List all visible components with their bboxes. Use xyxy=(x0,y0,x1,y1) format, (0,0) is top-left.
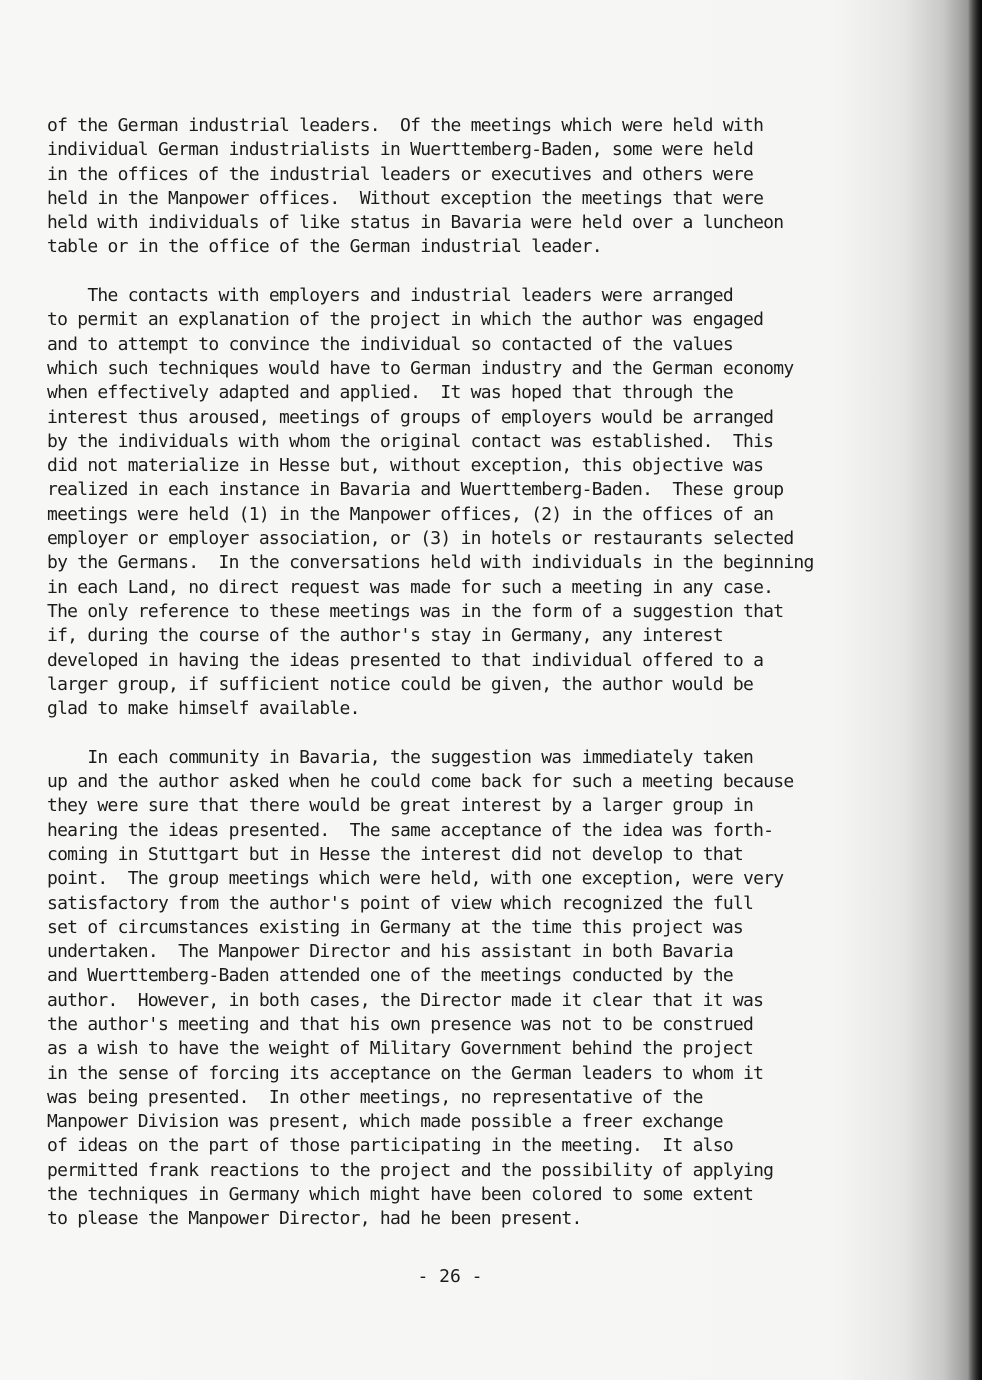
text-line: employer or employer association, or (3) in hotels or restaurants selected xyxy=(47,528,794,550)
text-line: The contacts with employers and industrial leaders were arranged xyxy=(47,285,733,307)
text-line: was being presented. In other meetings, no representative of the xyxy=(47,1086,703,1108)
text-line: Manpower Division was present, which made possible a freer exchange xyxy=(47,1111,723,1133)
text-line: of the German industrial leaders. Of the meetings which were held with xyxy=(47,115,764,136)
text-line: did not materialize in Hesse but, without exception, this objective was xyxy=(47,455,764,477)
text-line: meetings were held (1) in the Manpower offices, (2) in the offices of an xyxy=(47,503,774,525)
text-line: and to attempt to convince the individual so contacted of the values xyxy=(47,333,733,355)
text-line: The only reference to these meetings was in the form of a suggestion that xyxy=(47,600,784,622)
text-line: to please the Manpower Director, had he been present. xyxy=(47,1208,582,1230)
text-line: undertaken. The Manpower Director and his assistant in both Bavaria xyxy=(47,941,733,963)
text-line: set of circumstances existing in Germany at the time this project was xyxy=(47,916,743,938)
text-line: up and the author asked when he could come back for such a meeting because xyxy=(47,771,794,793)
text-line: in the sense of forcing its acceptance on the German leaders to whom it xyxy=(47,1062,764,1084)
text-line: interest thus aroused, meetings of groups of employers would be arranged xyxy=(47,406,774,428)
text-line: hearing the ideas presented. The same acceptance of the idea was forth- xyxy=(47,819,774,841)
text-line: point. The group meetings which were held, with one exception, were very xyxy=(47,868,784,890)
paragraph-1 xyxy=(47,114,967,260)
text-line: developed in having the ideas presented to that individual offered to a xyxy=(47,649,764,671)
text-line: the author's meeting and that his own presence was not to be construed xyxy=(47,1013,754,1035)
body-text xyxy=(47,114,967,1232)
text-line: realized in each instance in Bavaria and Wuerttemberg-Baden. These group xyxy=(47,479,784,501)
text-line: by the Germans. In the conversations held with individuals in the beginning xyxy=(47,552,814,574)
text-line: and Wuerttemberg-Baden attended one of the meetings conducted by the xyxy=(47,965,733,987)
text-line: individual German industrialists in Wuerttemberg-Baden, some were held xyxy=(47,139,754,161)
text-line: when effectively adapted and applied. It was hoped that through the xyxy=(47,382,733,404)
text-line: satisfactory from the author's point of view which recognized the full xyxy=(47,892,754,914)
text-line: by the individuals with whom the original contact was established. This xyxy=(47,430,774,452)
paragraph-3 xyxy=(47,746,967,1232)
paragraph-2 xyxy=(47,284,967,721)
text-line: to permit an explanation of the project in which the author was engaged xyxy=(47,309,764,331)
text-line: as a wish to have the weight of Military Government behind the project xyxy=(47,1038,754,1060)
text-line: In each community in Bavaria, the suggestion was immediately taken xyxy=(47,746,754,768)
text-line: in the offices of the industrial leaders or executives and others were xyxy=(47,163,754,185)
text-line: of ideas on the part of those participating in the meeting. It also xyxy=(47,1135,733,1157)
text-line: larger group, if sufficient notice could be given, the author would be xyxy=(47,673,754,695)
text-line: in each Land, no direct request was made for such a meeting in any case. xyxy=(47,576,774,598)
text-line: held with individuals of like status in Bavaria were held over a luncheon xyxy=(47,212,784,234)
text-line: they were sure that there would be great interest by a larger group in xyxy=(47,795,754,817)
text-line: glad to make himself available. xyxy=(47,698,360,720)
text-line: author. However, in both cases, the Director made it clear that it was xyxy=(47,989,764,1011)
text-line: the techniques in Germany which might have been colored to some extent xyxy=(47,1184,754,1206)
text-line: if, during the course of the author's stay in Germany, any interest xyxy=(47,625,723,647)
text-line: coming in Stuttgart but in Hesse the interest did not develop to that xyxy=(47,843,743,865)
text-line: permitted frank reactions to the project and the possibility of applying xyxy=(47,1159,774,1181)
page-number: - 26 - xyxy=(417,1266,483,1287)
page-edge-shadow xyxy=(968,0,982,1380)
text-line: table or in the office of the German industrial leader. xyxy=(47,236,602,258)
text-line: which such techniques would have to German industry and the German economy xyxy=(47,357,794,379)
text-line: held in the Manpower offices. Without exception the meetings that were xyxy=(47,187,764,209)
